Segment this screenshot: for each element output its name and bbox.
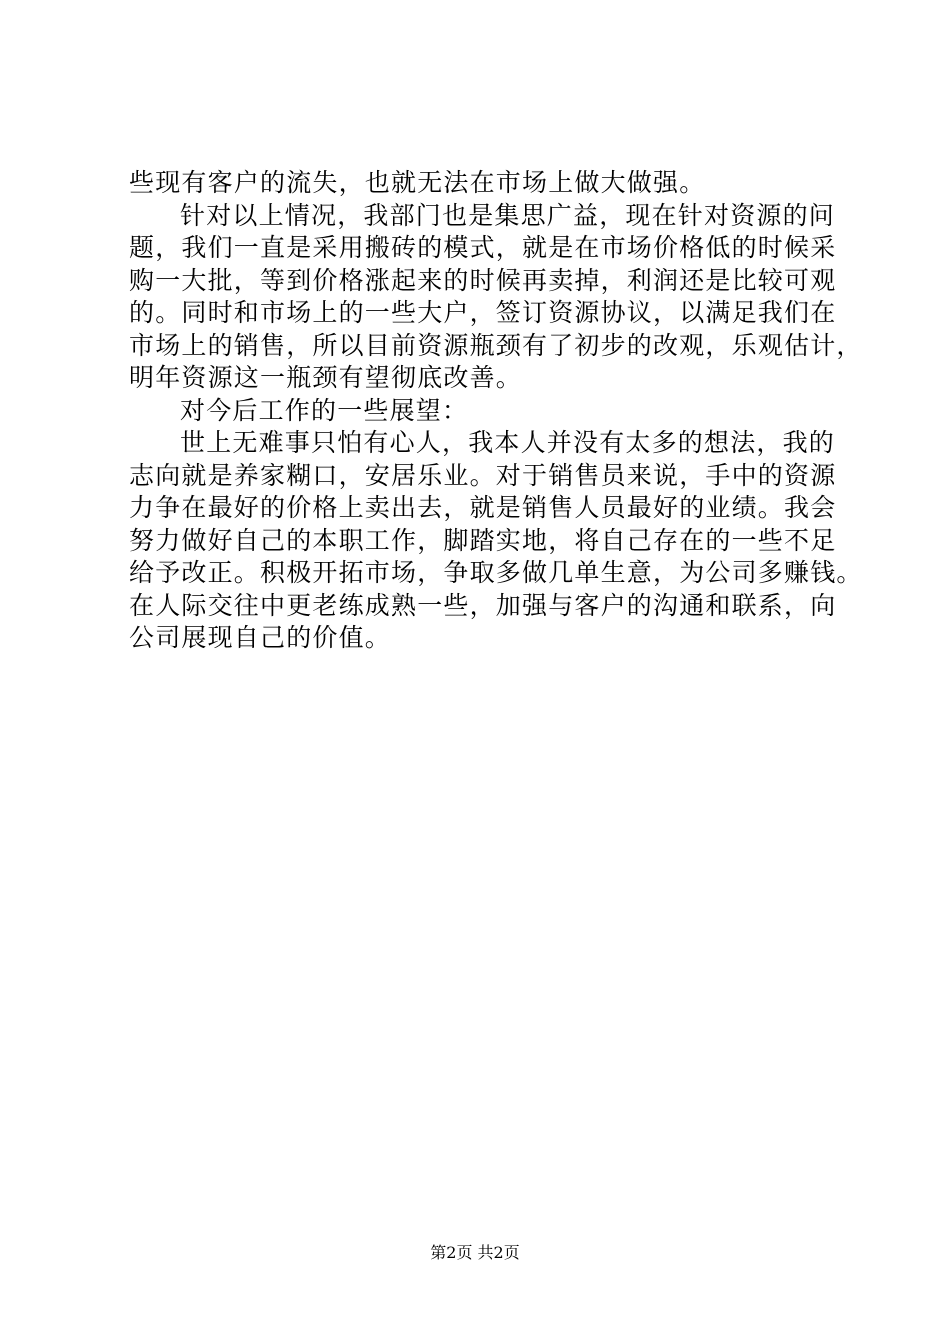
- section-heading: 对今后工作的一些展望：: [180, 395, 469, 425]
- text-line: 给予改正。积极开拓市场，争取多做几单生意，为公司多赚钱。: [129, 558, 863, 587]
- text-line: 努力做好自己的本职工作，脚踏实地，将自己存在的一些不足: [129, 525, 837, 555]
- text-line: 的。同时和市场上的一些大户，签订资源协议，以满足我们在: [129, 298, 837, 327]
- page-number-label: 第2页 共2页: [430, 1243, 520, 1262]
- text-line: 市场上的销售，所以目前资源瓶颈有了初步的改观，乐观估计，: [129, 330, 863, 360]
- text-line: 力争在最好的价格上卖出去，就是销售人员最好的业绩。我会: [129, 493, 837, 522]
- text-line: 在人际交往中更老练成熟一些，加强与客户的沟通和联系，向: [129, 590, 837, 620]
- text-line: 购一大批，等到价格涨起来的时候再卖掉，利润还是比较可观: [129, 265, 837, 295]
- text-line: 明年资源这一瓶颈有望彻底改善。: [129, 363, 523, 392]
- paragraph-first-line: 世上无难事只怕有心人，我本人并没有太多的想法，我的: [180, 428, 836, 457]
- text-line: 题，我们一直是采用搬砖的模式，就是在市场价格低的时候采: [129, 233, 837, 262]
- text-line: 志向就是养家糊口，安居乐业。对于销售员来说，手中的资源: [129, 460, 837, 490]
- paragraph-first-line: 针对以上情况，我部门也是集思广益，现在针对资源的问: [180, 200, 836, 230]
- text-line: 公司展现自己的价值。: [129, 623, 392, 652]
- document-body: [129, 167, 863, 655]
- text-line: 些现有客户的流失，也就无法在市场上做大做强。: [129, 168, 706, 197]
- page-footer: [0, 1243, 950, 1263]
